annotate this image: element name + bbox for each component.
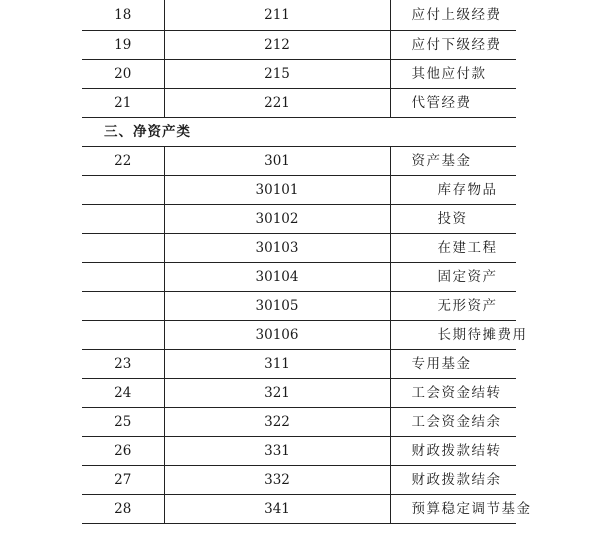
table-row xyxy=(82,379,516,408)
table-row xyxy=(82,466,516,495)
account-code: 341 xyxy=(164,495,390,524)
table-row xyxy=(82,147,516,176)
table-row xyxy=(82,234,516,263)
table-row xyxy=(82,176,516,205)
account-code: 30106 xyxy=(164,321,390,350)
account-name: 专用基金 xyxy=(390,350,516,379)
account-code: 30102 xyxy=(164,205,390,234)
account-name: 在建工程 xyxy=(390,234,516,263)
table-row xyxy=(82,321,516,350)
row-number xyxy=(82,176,164,205)
section-heading-row xyxy=(82,118,516,147)
account-code: 212 xyxy=(164,31,390,60)
table-row xyxy=(82,408,516,437)
row-number xyxy=(82,234,164,263)
row-number: 19 xyxy=(82,31,164,60)
table-row xyxy=(82,89,516,118)
account-code: 301 xyxy=(164,147,390,176)
account-code: 211 xyxy=(164,0,390,31)
account-code: 331 xyxy=(164,437,390,466)
table-row xyxy=(82,495,516,524)
row-number: 21 xyxy=(82,89,164,118)
row-number: 27 xyxy=(82,466,164,495)
row-number xyxy=(82,263,164,292)
account-name: 无形资产 xyxy=(390,292,516,321)
account-name: 长期待摊费用 xyxy=(390,321,516,350)
account-name: 资产基金 xyxy=(390,147,516,176)
account-name: 财政拨款结余 xyxy=(390,466,516,495)
account-code: 30101 xyxy=(164,176,390,205)
account-name: 其他应付款 xyxy=(390,60,516,89)
row-number: 18 xyxy=(82,0,164,31)
account-code-table xyxy=(82,0,532,524)
account-code: 311 xyxy=(164,350,390,379)
row-number: 20 xyxy=(82,60,164,89)
account-code: 332 xyxy=(164,466,390,495)
account-code: 321 xyxy=(164,379,390,408)
account-name: 财政拨款结转 xyxy=(390,437,516,466)
account-code: 221 xyxy=(164,89,390,118)
account-code: 30104 xyxy=(164,263,390,292)
account-name: 固定资产 xyxy=(390,263,516,292)
row-number: 26 xyxy=(82,437,164,466)
row-number: 28 xyxy=(82,495,164,524)
account-code: 215 xyxy=(164,60,390,89)
account-code: 30105 xyxy=(164,292,390,321)
row-number: 25 xyxy=(82,408,164,437)
account-name: 应付上级经费 xyxy=(390,0,516,31)
row-number xyxy=(82,321,164,350)
row-number: 22 xyxy=(82,147,164,176)
table-row xyxy=(82,205,516,234)
account-name: 代管经费 xyxy=(390,89,516,118)
table-row xyxy=(82,292,516,321)
row-number xyxy=(82,292,164,321)
account-name: 应付下级经费 xyxy=(390,31,516,60)
table-row xyxy=(82,60,516,89)
table-row xyxy=(82,31,516,60)
row-number: 24 xyxy=(82,379,164,408)
section-heading: 三、净资产类 xyxy=(82,118,516,147)
account-code: 30103 xyxy=(164,234,390,263)
account-name: 投资 xyxy=(390,205,516,234)
account-name: 工会资金结余 xyxy=(390,408,516,437)
account-name: 工会资金结转 xyxy=(390,379,516,408)
row-number: 23 xyxy=(82,350,164,379)
row-number xyxy=(82,205,164,234)
table-row xyxy=(82,0,516,31)
table-row xyxy=(82,263,516,292)
account-name: 库存物品 xyxy=(390,176,516,205)
table-row xyxy=(82,437,516,466)
account-code: 322 xyxy=(164,408,390,437)
account-code-table-page xyxy=(82,0,532,524)
table-row xyxy=(82,350,516,379)
account-name: 预算稳定调节基金 xyxy=(390,495,516,524)
